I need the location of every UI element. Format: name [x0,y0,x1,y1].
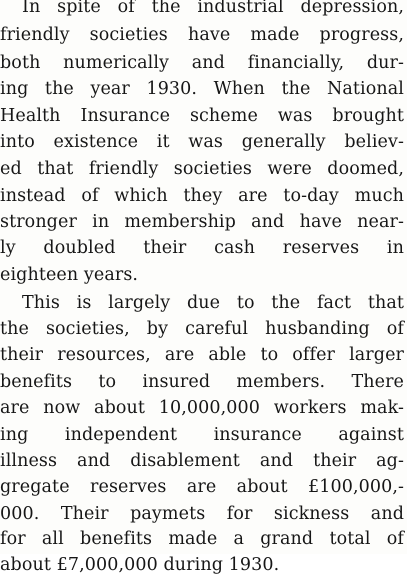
text-line: are now about 10,000,000 workers mak- [0,398,404,418]
text-line: illness and disablement and their ag- [0,451,404,471]
text-line: ly doubled their cash reserves in [0,238,404,258]
text-line: eighteen years. [0,265,139,285]
text-line: ing the year 1930. When the National [0,79,404,99]
text-line: instead of which they are to-day much [0,186,404,206]
text-line: both numerically and financially, dur- [0,53,404,73]
text-line: Health Insurance scheme was brought [0,106,404,126]
text-line: gregate reserves are about £100,000,- [0,477,404,497]
text-line: the societies, by careful husbanding of [0,319,404,339]
text-line: about £7,000,000 during 1930. [0,555,280,575]
text-line: their resources, are able to offer larger [0,345,404,365]
text-line: stronger in membership and have near- [0,212,404,232]
text-line: for all benefits made a grand total of [0,529,404,549]
text-line: 000. Their paymets for sickness and [0,504,404,524]
text-line: In spite of the industrial depression, [22,0,404,17]
text-line: benefits to insured members. There [0,372,404,392]
text-line: This is largely due to the fact that [22,293,404,313]
text-line: friendly societies have made progress, [0,25,404,45]
text-line: ing independent insurance against [0,425,404,445]
text-line: into existence it was generally believ- [0,132,404,152]
text-line: ed that friendly societies were doomed, [0,159,404,179]
